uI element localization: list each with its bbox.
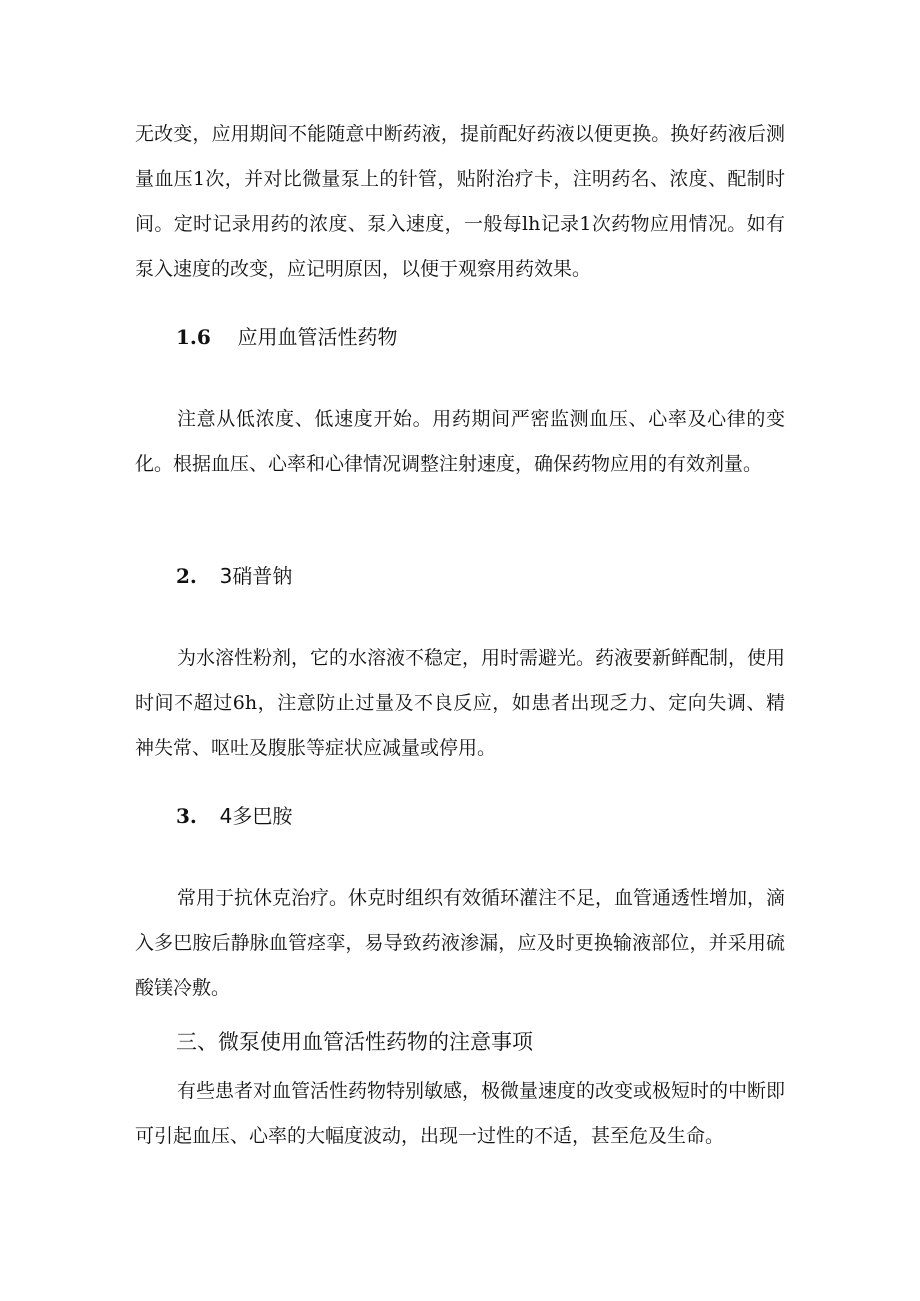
section-title: 4多巴胺 [219,804,293,828]
paragraph-dopamine: 常用于抗休克治疗。休克时组织有效循环灌注不足，血管通透性增加，滴入多巴胺后静脉血管痉挛，易导致药液渗漏，应及时更换输液部位，并采用硫酸镁冷敷。 [135,887,786,999]
section-number: 3. [176,804,197,828]
paragraph-sodium-nitroprusside: 为水溶性粉剂，它的水溶液不稳定，用时需避光。药液要新鲜配制，使用时间不超过6h，注意防止过量及不良反应，如患者出现乏力、定向失调、精神失常、呕吐及腹胀等症状应减量或停用。 [135,647,786,759]
section-heading-dopamine [176,801,292,831]
section-heading-sodium-nitroprusside [176,561,292,591]
chapter-heading-precautions: 三、微泵使用血管活性药物的注意事项 [176,1030,533,1054]
section-number: 2. [176,564,197,588]
section-title: 3硝普钠 [219,564,293,588]
section-heading-1-6 [176,322,398,352]
paragraph-precautions: 有些患者对血管活性药物特别敏感，极微量速度的改变或极短时的中断即可引起血压、心率的大幅度波动，出现一过性的不适，甚至危及生命。 [135,1080,786,1147]
section-title: 应用血管活性药物 [237,325,398,349]
section-number: 1.6 [176,325,211,349]
paragraph-vasoactive-drugs: 注意从低浓度、低速度开始。用药期间严密监测血压、心率及心律的变化。根据血压、心率和心律情况调整注射速度，确保药物应用的有效剂量。 [135,408,785,475]
paragraph-infusion-notes: 无改变，应用期间不能随意中断药液，提前配好药液以便更换。换好药液后测量血压1次，并对比微量泵上的针管，贴附治疗卡，注明药名、浓度、配制时间。定时记录用药的浓度、泵入速度，一般每lh记录1次药物应用情况。如有泵入速度的改变，应记明原因，以便于观察用药效果。 [135,123,785,280]
